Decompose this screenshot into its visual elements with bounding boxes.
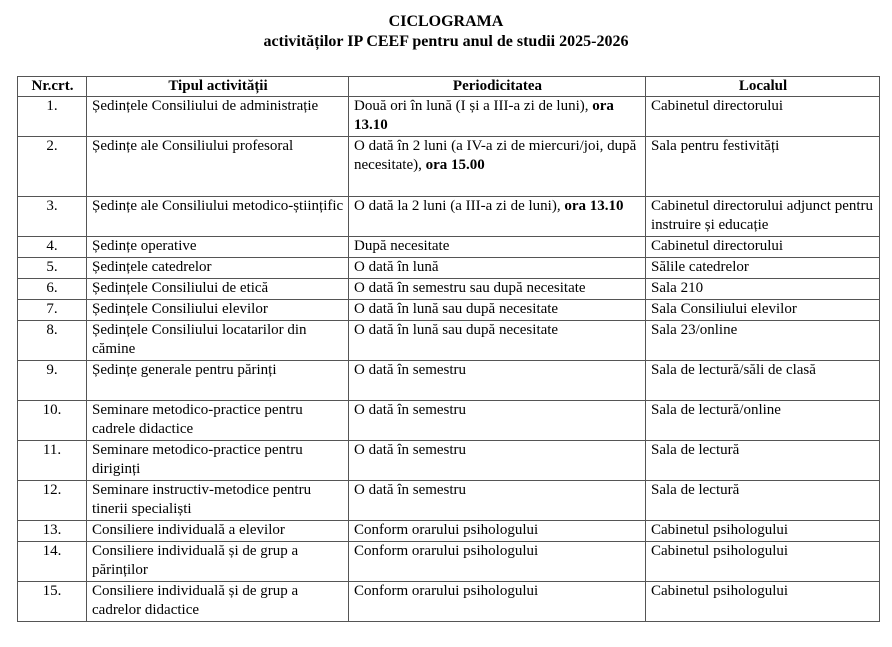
header-periodicity: Periodicitatea: [349, 77, 646, 97]
table-row: [18, 197, 880, 237]
activity-type: Ședințele Consiliului locatarilor din cămine: [87, 321, 349, 361]
location: Cabinetul psihologului: [646, 521, 880, 542]
periodicity: Conform orarului psihologului: [349, 542, 646, 582]
row-number: 11.: [18, 441, 87, 481]
table-row: [18, 321, 880, 361]
location: Sala de lectură: [646, 481, 880, 521]
row-number: 6.: [18, 279, 87, 300]
document-header: [0, 12, 892, 52]
document-title: CICLOGRAMA: [388, 13, 504, 30]
location: Sălile catedrelor: [646, 258, 880, 279]
activity-type: Ședințe ale Consiliului profesoral: [87, 137, 349, 197]
header-location: Localul: [646, 77, 880, 97]
periodicity-time: ora 13.10: [564, 198, 624, 214]
location: Sala 23/online: [646, 321, 880, 361]
row-number: 9.: [18, 361, 87, 401]
periodicity: [349, 197, 646, 237]
periodicity: O dată în lună sau după necesitate: [349, 321, 646, 361]
periodicity-text: Două ori în lună (I și a III-a zi de luni),: [354, 98, 589, 114]
location: Sala 210: [646, 279, 880, 300]
table-body: [18, 97, 880, 622]
periodicity: O dată în semestru sau după necesitate: [349, 279, 646, 300]
periodicity: O dată în semestru: [349, 361, 646, 401]
activity-type: Consiliere individuală și de grup a cadrelor didactice: [87, 582, 349, 622]
periodicity: O dată în semestru: [349, 441, 646, 481]
location: Cabinetul directorului: [646, 237, 880, 258]
activity-type: Ședințele Consiliului elevilor: [87, 300, 349, 321]
location: Sala de lectură: [646, 441, 880, 481]
periodicity: [349, 97, 646, 137]
row-number: 3.: [18, 197, 87, 237]
periodicity: Conform orarului psihologului: [349, 521, 646, 542]
row-number: 8.: [18, 321, 87, 361]
activity-type: Consiliere individuală a elevilor: [87, 521, 349, 542]
row-number: 14.: [18, 542, 87, 582]
location: Cabinetul psihologului: [646, 582, 880, 622]
row-number: 15.: [18, 582, 87, 622]
activity-type: Ședințe generale pentru părinți: [87, 361, 349, 401]
table-row: [18, 441, 880, 481]
activity-type: Ședințe operative: [87, 237, 349, 258]
table-row: [18, 258, 880, 279]
periodicity: O dată în lună: [349, 258, 646, 279]
activity-type: Ședințele catedrelor: [87, 258, 349, 279]
activity-table: [17, 76, 880, 622]
activity-type: Seminare metodico-practice pentru cadrele didactice: [87, 401, 349, 441]
row-number: 10.: [18, 401, 87, 441]
table-row: [18, 97, 880, 137]
periodicity-text: O dată la 2 luni (a III-a zi de luni),: [354, 198, 561, 214]
row-number: 1.: [18, 97, 87, 137]
row-number: 4.: [18, 237, 87, 258]
activity-type: Ședințele Consiliului de administrație: [87, 97, 349, 137]
location: Sala de lectură/săli de clasă: [646, 361, 880, 401]
activity-type: Ședințe ale Consiliului metodico-științific: [87, 197, 349, 237]
periodicity: O dată în semestru: [349, 481, 646, 521]
row-number: 5.: [18, 258, 87, 279]
table-row: [18, 401, 880, 441]
periodicity: După necesitate: [349, 237, 646, 258]
document-subtitle: activităților IP CEEF pentru anul de studii 2025-2026: [263, 33, 629, 50]
periodicity-time: ora 13.10: [354, 98, 614, 133]
activity-type: Ședințele Consiliului de etică: [87, 279, 349, 300]
row-number: 2.: [18, 137, 87, 197]
table-row: [18, 137, 880, 197]
row-number: 7.: [18, 300, 87, 321]
table-row: [18, 542, 880, 582]
periodicity-text: O dată în 2 luni (a IV-a zi de miercuri/joi, după necesitate),: [354, 138, 637, 173]
table-header: [18, 77, 880, 97]
table-row: [18, 481, 880, 521]
location: Sala pentru festivități: [646, 137, 880, 197]
location: Sala Consiliului elevilor: [646, 300, 880, 321]
table-row: [18, 279, 880, 300]
header-nr: Nr.crt.: [18, 77, 87, 97]
periodicity: [349, 137, 646, 197]
activity-type: Seminare metodico-practice pentru diriginți: [87, 441, 349, 481]
row-number: 12.: [18, 481, 87, 521]
table-row: [18, 361, 880, 401]
activity-type: Seminare instructiv-metodice pentru tinerii specialiști: [87, 481, 349, 521]
periodicity-time: ora 15.00: [425, 157, 485, 173]
row-number: 13.: [18, 521, 87, 542]
location: Cabinetul directorului: [646, 97, 880, 137]
activity-type: Consiliere individuală și de grup a părinților: [87, 542, 349, 582]
header-row: [18, 77, 880, 97]
table-row: [18, 521, 880, 542]
location: Cabinetul directorului adjunct pentru instruire și educație: [646, 197, 880, 237]
location: Sala de lectură/online: [646, 401, 880, 441]
location: Cabinetul psihologului: [646, 542, 880, 582]
table-row: [18, 300, 880, 321]
table-row: [18, 237, 880, 258]
table-row: [18, 582, 880, 622]
periodicity: O dată în lună sau după necesitate: [349, 300, 646, 321]
header-activity-type: Tipul activității: [87, 77, 349, 97]
periodicity: Conform orarului psihologului: [349, 582, 646, 622]
periodicity: O dată în semestru: [349, 401, 646, 441]
